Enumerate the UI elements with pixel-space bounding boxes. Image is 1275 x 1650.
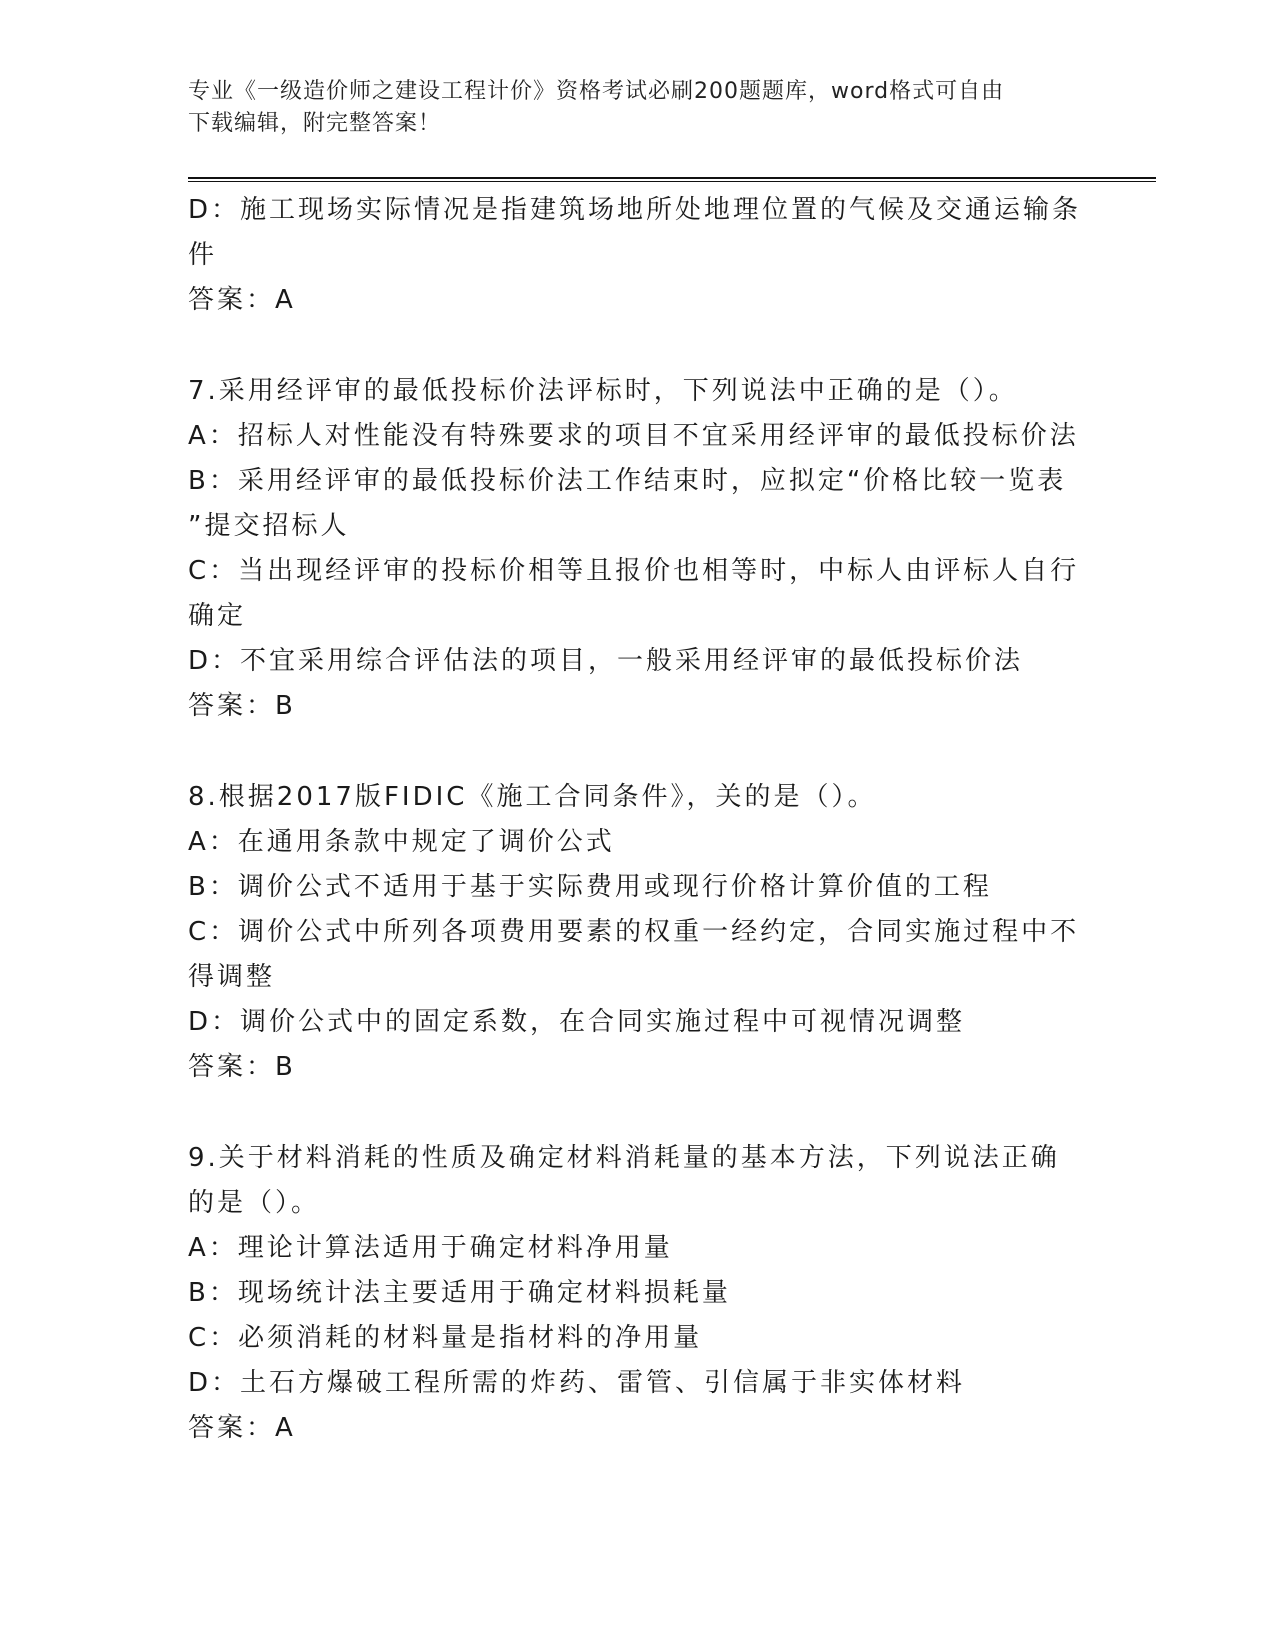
header-line-1: 专业《一级造价师之建设工程计价》资格考试必刷200题题库，word格式可自由	[188, 79, 1005, 104]
option-a: A：理论计算法适用于确定材料净用量	[188, 1233, 673, 1263]
option-d: D：施工现场实际情况是指建筑场地所处地理位置的气候及交通运输条	[188, 195, 1082, 225]
option-c: C：必须消耗的材料量是指材料的净用量	[188, 1323, 703, 1353]
answer: 答案：B	[188, 1052, 296, 1082]
option-c-continued: 确定	[188, 601, 247, 631]
option-a: A：在通用条款中规定了调价公式	[188, 827, 615, 857]
answer: 答案：A	[188, 1413, 296, 1443]
option-b: B：调价公式不适用于基于实际费用或现行价格计算价值的工程	[188, 872, 992, 902]
option-b: B：采用经评审的最低投标价法工作结束时，应拟定“价格比较一览表	[188, 466, 1067, 496]
option-b: B：现场统计法主要适用于确定材料损耗量	[188, 1278, 731, 1308]
question-stem-continued: 的是（）。	[188, 1188, 321, 1218]
option-d: D：调价公式中的固定系数，在合同实施过程中可视情况调整	[188, 1007, 966, 1037]
option-d: D：不宜采用综合评估法的项目，一般采用经评审的最低投标价法	[188, 646, 1024, 676]
option-b-continued: ”提交招标人	[188, 511, 350, 541]
option-d-continued: 件	[188, 240, 218, 270]
answer: 答案：B	[188, 691, 296, 721]
header-divider	[188, 177, 1156, 182]
question-7	[188, 369, 1088, 729]
question-9	[188, 1136, 1088, 1451]
question-8	[188, 775, 1088, 1090]
question-stem: 9.关于材料消耗的性质及确定材料消耗量的基本方法，下列说法正确	[188, 1143, 1060, 1173]
option-c-continued: 得调整	[188, 962, 276, 992]
document-body	[188, 188, 1088, 1451]
page-header	[188, 76, 1088, 140]
option-a: A：招标人对性能没有特殊要求的项目不宜采用经评审的最低投标价法	[188, 421, 1079, 451]
question-stem: 8.根据2017版FIDIC《施工合同条件》，关的是（）。	[188, 782, 877, 812]
option-d: D：土石方爆破工程所需的炸药、雷管、引信属于非实体材料	[188, 1368, 966, 1398]
header-line-2: 下载编辑，附完整答案！	[188, 111, 442, 136]
option-c: C：调价公式中所列各项费用要素的权重一经约定，合同实施过程中不	[188, 917, 1080, 947]
question-stem: 7.采用经评审的最低投标价法评标时，下列说法中正确的是（）。	[188, 376, 1018, 406]
answer: 答案：A	[188, 285, 296, 315]
option-c: C：当出现经评审的投标价相等且报价也相等时，中标人由评标人自行	[188, 556, 1080, 586]
question-fragment	[188, 188, 1088, 323]
